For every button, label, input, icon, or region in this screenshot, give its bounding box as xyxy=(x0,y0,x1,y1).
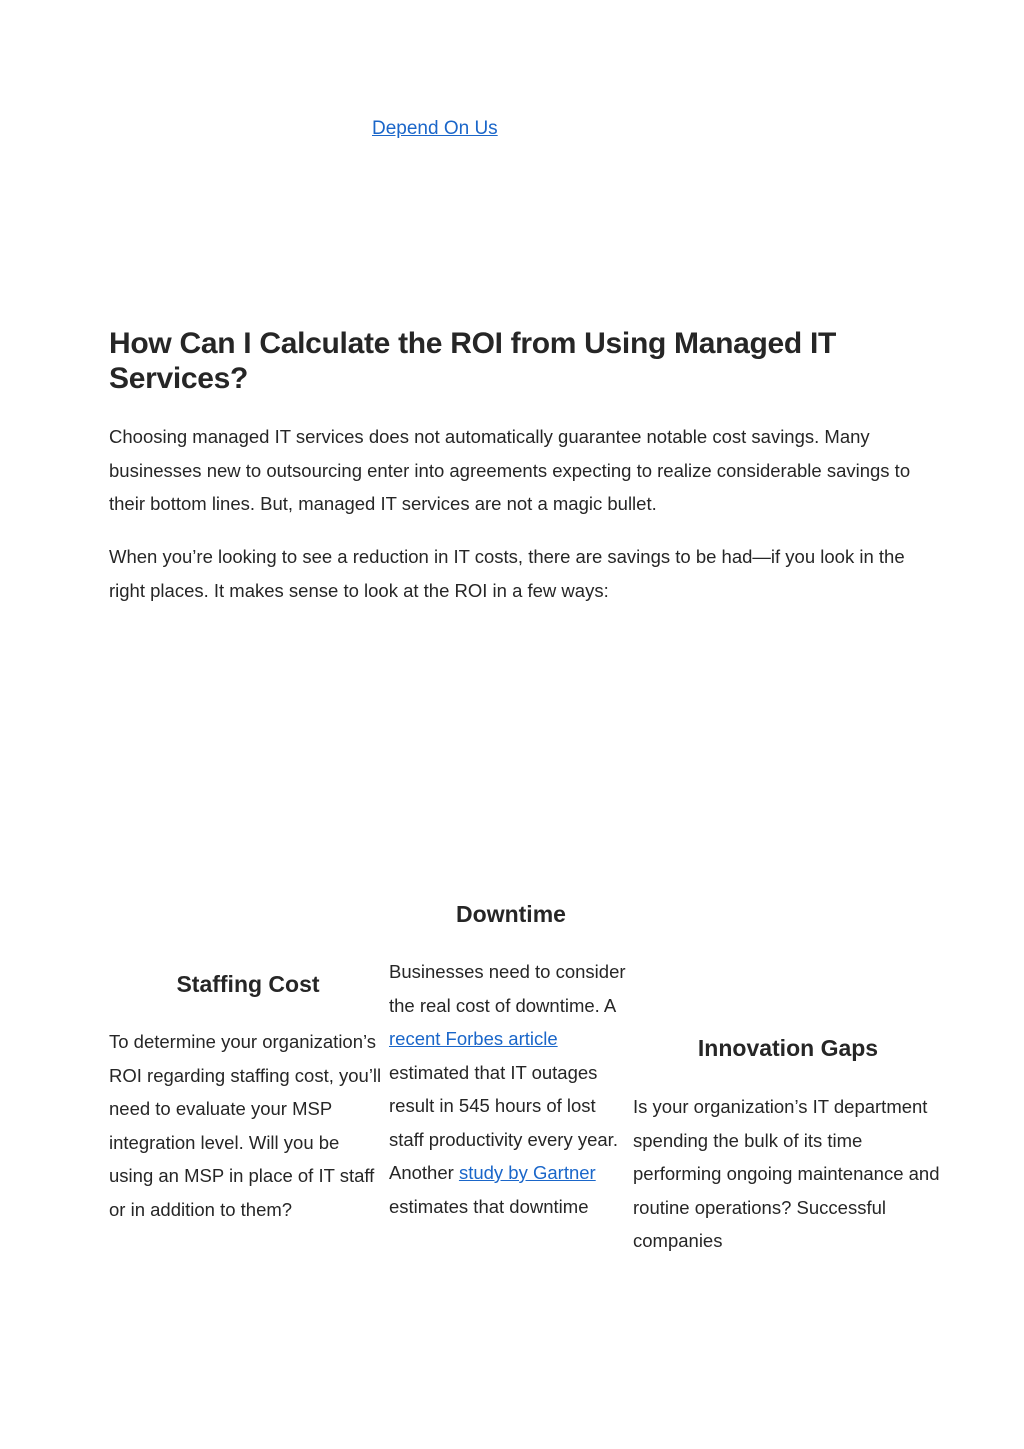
depend-on-us-link[interactable]: Depend On Us xyxy=(372,118,498,139)
roi-paragraph: When you’re looking to see a reduction in IT costs, there are savings to be had—if you look in the right places. It makes sense to look at the ROI in a few ways: xyxy=(109,546,905,601)
downtime-text-part-3: estimates that downtime xyxy=(389,1195,589,1217)
downtime-text-part-1: Businesses need to consider the real cost of downtime. A xyxy=(389,961,626,1016)
innovation-gaps-text: Is your organization’s IT department spending the bulk of its time performing ongoing maintenance and routine operations? Successful companies xyxy=(633,1096,940,1251)
intro-paragraph: Choosing managed IT services does not automatically guarantee notable cost savings. Many businesses new to outsourcing enter into agreements expecting to realize considerable savings to their bottom lines. But, managed IT services are not a magic bullet. xyxy=(109,426,911,514)
staffing-cost-text: To determine your organization’s ROI regarding staffing cost, you’ll need to evaluate your MSP integration level. Will you be using an MSP in place of IT staff or in addition to them? xyxy=(109,1031,382,1220)
downtime-heading: Downtime xyxy=(456,901,566,927)
page-title: How Can I Calculate the ROI from Using Managed IT Services? xyxy=(109,327,837,395)
innovation-gaps-heading: Innovation Gaps xyxy=(697,1035,879,1061)
staffing-cost-heading: Staffing Cost xyxy=(176,971,320,997)
forbes-article-link[interactable]: recent Forbes article xyxy=(389,1028,558,1049)
downtime-text-part-2: estimated that IT outages result in 545 hours of lost staff productivity every year. Another xyxy=(389,1061,618,1183)
gartner-study-link[interactable]: study by Gartner xyxy=(458,1162,596,1183)
downtime-text xyxy=(389,955,633,1223)
